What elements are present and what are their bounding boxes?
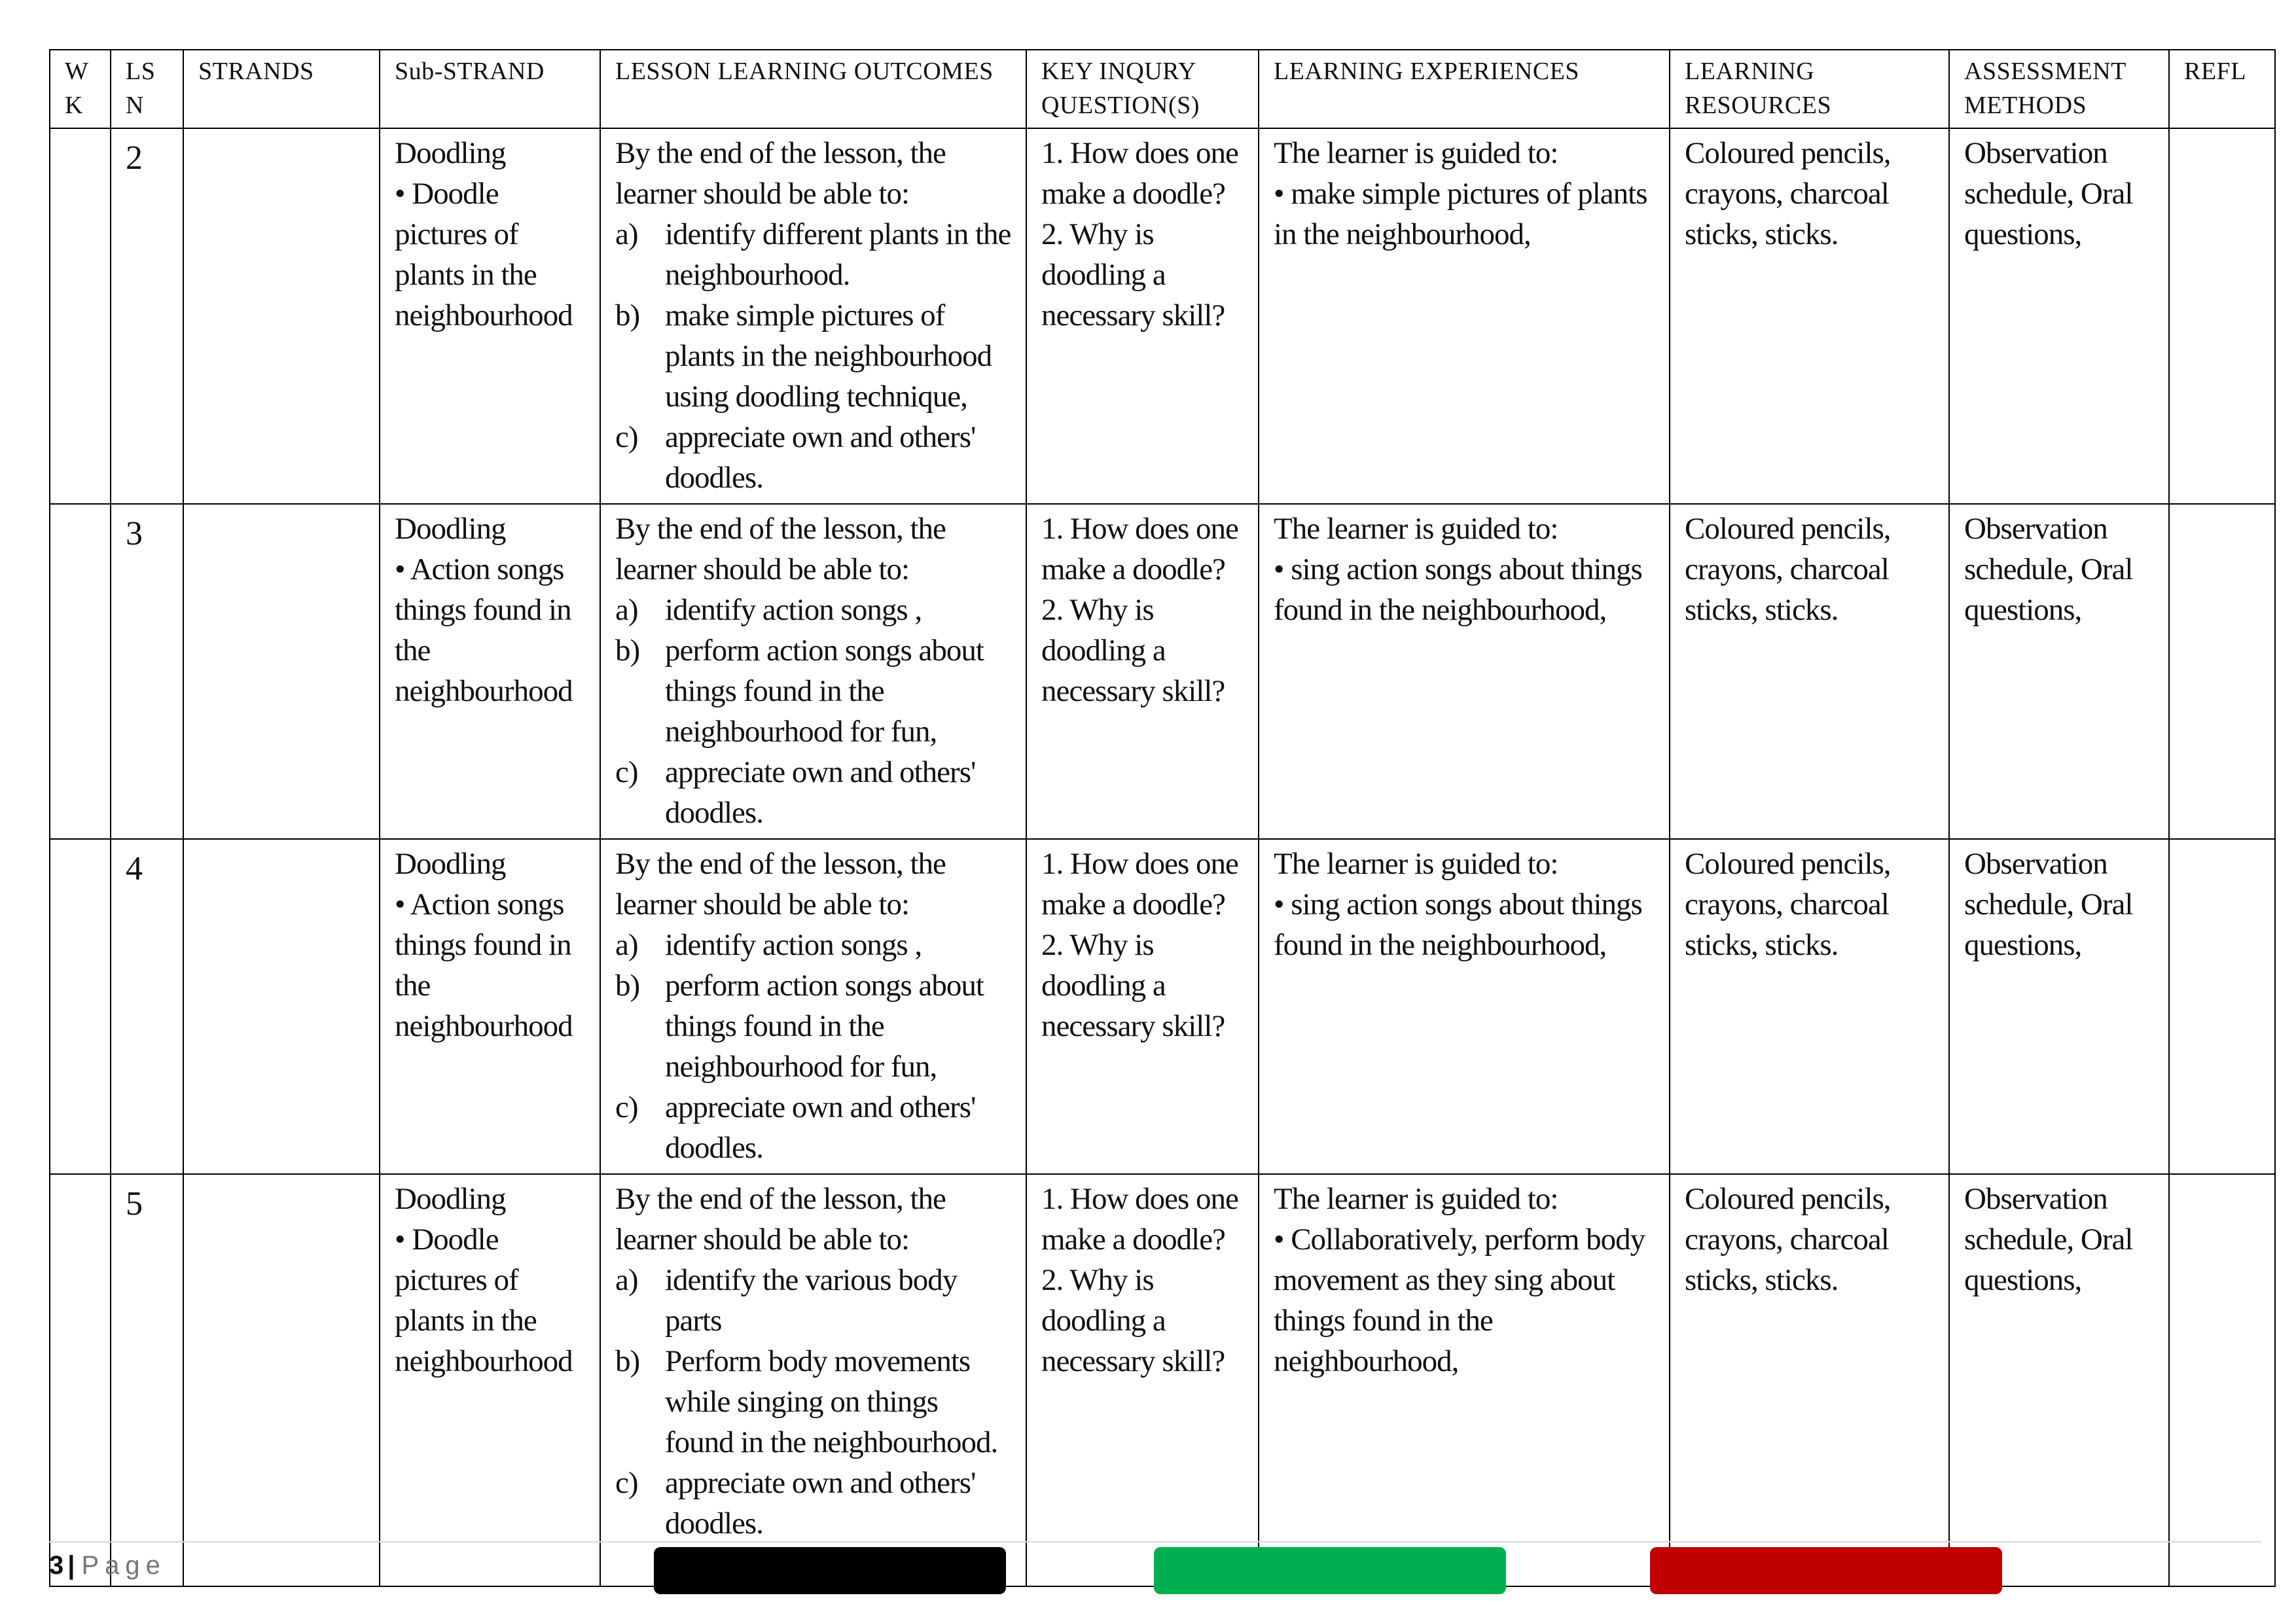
strand-cell bbox=[183, 839, 380, 1174]
week-cell bbox=[50, 128, 111, 504]
learning-experiences-cell bbox=[1259, 128, 1670, 504]
outcome-item bbox=[615, 965, 1011, 1087]
outcome-marker: b) bbox=[615, 633, 640, 668]
sub-strand-cell bbox=[380, 128, 600, 504]
green-bar bbox=[1154, 1547, 1506, 1594]
outcome-marker: a) bbox=[615, 928, 638, 962]
page-separator: | bbox=[67, 1551, 75, 1580]
inquiry-question: 2. Why is doodling a necessary skill? bbox=[1041, 1263, 1225, 1378]
inquiry-question: 1. How does one make a doodle? bbox=[1041, 512, 1238, 586]
table-row bbox=[50, 1174, 2275, 1586]
week-cell bbox=[50, 504, 111, 839]
experience-line: The learner is guided to: bbox=[1274, 847, 1558, 881]
sub-strand-line: • Doodle pictures of plants in the neighbourhood bbox=[395, 177, 573, 332]
outcome-text: perform action songs about things found in the neighbourhood for fun, bbox=[665, 969, 984, 1084]
inquiry-question: 1. How does one make a doodle? bbox=[1041, 1182, 1238, 1257]
experience-line: The learner is guided to: bbox=[1274, 512, 1558, 546]
outcome-item bbox=[615, 295, 1011, 417]
experience-line: • sing action songs about things found in the neighbourhood, bbox=[1274, 552, 1642, 627]
sub-strand-cell bbox=[380, 504, 600, 839]
experience-line: • make simple pictures of plants in the neighbourhood, bbox=[1274, 177, 1647, 251]
week-cell bbox=[50, 1174, 111, 1586]
header-assessment: ASSESSMENT METHODS bbox=[1949, 50, 2169, 128]
lesson-number-cell: 5 bbox=[111, 1174, 183, 1586]
outcome-text: identify different plants in the neighbourhood. bbox=[665, 217, 1011, 292]
outcome-marker: a) bbox=[615, 1263, 638, 1297]
reflection-cell bbox=[2169, 839, 2275, 1174]
reflection-cell bbox=[2169, 128, 2275, 504]
header-wk: W K bbox=[50, 50, 111, 128]
outcome-marker: a) bbox=[615, 217, 638, 251]
table-row bbox=[50, 839, 2275, 1174]
assessment-methods-cell: Observation schedule, Oral questions, bbox=[1949, 504, 2169, 839]
outcome-text: identify action songs , bbox=[665, 593, 922, 627]
experience-line: • sing action songs about things found in the neighbourhood, bbox=[1274, 887, 1642, 962]
outcomes-cell bbox=[600, 839, 1026, 1174]
header-outcomes: LESSON LEARNING OUTCOMES bbox=[600, 50, 1026, 128]
header-experiences: LEARNING EXPERIENCES bbox=[1259, 50, 1670, 128]
strand-cell bbox=[183, 128, 380, 504]
outcome-text: appreciate own and others' doodles. bbox=[665, 420, 976, 495]
header-strands: STRANDS bbox=[183, 50, 380, 128]
outcomes-cell bbox=[600, 1174, 1026, 1586]
reflection-cell bbox=[2169, 504, 2275, 839]
outcome-text: appreciate own and others' doodles. bbox=[665, 1466, 976, 1541]
outcome-marker: b) bbox=[615, 298, 640, 332]
sub-strand-line: Doodling bbox=[395, 136, 506, 170]
outcome-marker: c) bbox=[615, 755, 638, 789]
outcome-marker: c) bbox=[615, 1466, 638, 1500]
page-number: 3 bbox=[49, 1551, 64, 1580]
key-inquiry-cell bbox=[1026, 504, 1259, 839]
red-bar bbox=[1650, 1547, 2002, 1594]
experience-line: • Collaboratively, perform body movement as they sing about things found in the neighbourhood, bbox=[1274, 1222, 1645, 1378]
sub-strand-line: • Doodle pictures of plants in the neighbourhood bbox=[395, 1222, 573, 1378]
page-footer bbox=[49, 1546, 166, 1585]
outcome-item bbox=[615, 590, 1011, 630]
scheme-of-work-table bbox=[49, 49, 2276, 1587]
header-lsn: LS N bbox=[111, 50, 183, 128]
learning-experiences-cell bbox=[1259, 504, 1670, 839]
inquiry-question: 2. Why is doodling a necessary skill? bbox=[1041, 593, 1225, 708]
sub-strand-line: • Action songs things found in the neighbourhood bbox=[395, 552, 573, 708]
header-resources: LEARNING RESOURCES bbox=[1670, 50, 1949, 128]
black-bar bbox=[654, 1547, 1006, 1594]
outcomes-intro: By the end of the lesson, the learner should be able to: bbox=[615, 847, 946, 921]
outcomes-intro: By the end of the lesson, the learner should be able to: bbox=[615, 512, 946, 586]
outcome-item bbox=[615, 925, 1011, 965]
assessment-methods-cell: Observation schedule, Oral questions, bbox=[1949, 839, 2169, 1174]
table-body bbox=[50, 128, 2275, 1586]
header-row bbox=[50, 50, 2275, 128]
key-inquiry-cell bbox=[1026, 1174, 1259, 1586]
page-word: Page bbox=[81, 1551, 166, 1580]
outcomes-cell bbox=[600, 504, 1026, 839]
experience-line: The learner is guided to: bbox=[1274, 1182, 1558, 1216]
outcome-item bbox=[615, 214, 1011, 295]
sub-strand-line: • Action songs things found in the neighbourhood bbox=[395, 887, 573, 1043]
sub-strand-line: Doodling bbox=[395, 1182, 506, 1216]
sub-strand-line: Doodling bbox=[395, 512, 506, 546]
outcomes-intro: By the end of the lesson, the learner should be able to: bbox=[615, 1182, 946, 1257]
outcome-item bbox=[615, 1087, 1011, 1168]
outcome-item bbox=[615, 1341, 1011, 1463]
week-cell bbox=[50, 839, 111, 1174]
outcome-item bbox=[615, 417, 1011, 498]
learning-experiences-cell bbox=[1259, 1174, 1670, 1586]
outcome-text: appreciate own and others' doodles. bbox=[665, 755, 976, 830]
outcome-text: identify action songs , bbox=[665, 928, 922, 962]
outcomes-cell bbox=[600, 128, 1026, 504]
sub-strand-cell bbox=[380, 1174, 600, 1586]
lesson-number-cell: 2 bbox=[111, 128, 183, 504]
header-key-inquiry: KEY INQURY QUESTION(S) bbox=[1026, 50, 1259, 128]
sub-strand-cell bbox=[380, 839, 600, 1174]
learning-experiences-cell bbox=[1259, 839, 1670, 1174]
reflection-cell bbox=[2169, 1174, 2275, 1586]
assessment-methods-cell: Observation schedule, Oral questions, bbox=[1949, 1174, 2169, 1586]
experience-line: The learner is guided to: bbox=[1274, 136, 1558, 170]
inquiry-question: 2. Why is doodling a necessary skill? bbox=[1041, 217, 1225, 332]
outcome-text: perform action songs about things found in the neighbourhood for fun, bbox=[665, 633, 984, 749]
outcome-marker: b) bbox=[615, 1344, 640, 1378]
learning-resources-cell: Coloured pencils, crayons, charcoal sticks, sticks. bbox=[1670, 504, 1949, 839]
outcome-item bbox=[615, 1260, 1011, 1341]
strand-cell bbox=[183, 504, 380, 839]
learning-resources-cell: Coloured pencils, crayons, charcoal sticks, sticks. bbox=[1670, 1174, 1949, 1586]
outcome-item bbox=[615, 752, 1011, 833]
learning-resources-cell: Coloured pencils, crayons, charcoal sticks, sticks. bbox=[1670, 128, 1949, 504]
sub-strand-line: Doodling bbox=[395, 847, 506, 881]
outcome-item bbox=[615, 630, 1011, 752]
outcome-text: appreciate own and others' doodles. bbox=[665, 1090, 976, 1165]
outcome-item bbox=[615, 1463, 1011, 1544]
inquiry-question: 2. Why is doodling a necessary skill? bbox=[1041, 928, 1225, 1043]
outcome-marker: c) bbox=[615, 1090, 638, 1124]
outcome-marker: a) bbox=[615, 593, 638, 627]
header-sub-strand: Sub-STRAND bbox=[380, 50, 600, 128]
table-row bbox=[50, 128, 2275, 504]
inquiry-question: 1. How does one make a doodle? bbox=[1041, 136, 1238, 211]
learning-resources-cell: Coloured pencils, crayons, charcoal sticks, sticks. bbox=[1670, 839, 1949, 1174]
key-inquiry-cell bbox=[1026, 128, 1259, 504]
lesson-number-cell: 4 bbox=[111, 839, 183, 1174]
outcome-marker: b) bbox=[615, 969, 640, 1003]
lesson-number-cell: 3 bbox=[111, 504, 183, 839]
assessment-methods-cell: Observation schedule, Oral questions, bbox=[1949, 128, 2169, 504]
header-refl: REFL bbox=[2169, 50, 2275, 128]
footer-divider bbox=[49, 1541, 2261, 1543]
strand-cell bbox=[183, 1174, 380, 1586]
outcome-text: make simple pictures of plants in the neighbourhood using doodling technique, bbox=[665, 298, 992, 414]
outcome-text: identify the various body parts bbox=[665, 1263, 958, 1338]
table-row bbox=[50, 504, 2275, 839]
inquiry-question: 1. How does one make a doodle? bbox=[1041, 847, 1238, 921]
outcome-text: Perform body movements while singing on things found in the neighbourhood. bbox=[665, 1344, 998, 1459]
outcome-marker: c) bbox=[615, 420, 638, 454]
key-inquiry-cell bbox=[1026, 839, 1259, 1174]
outcomes-intro: By the end of the lesson, the learner should be able to: bbox=[615, 136, 946, 211]
